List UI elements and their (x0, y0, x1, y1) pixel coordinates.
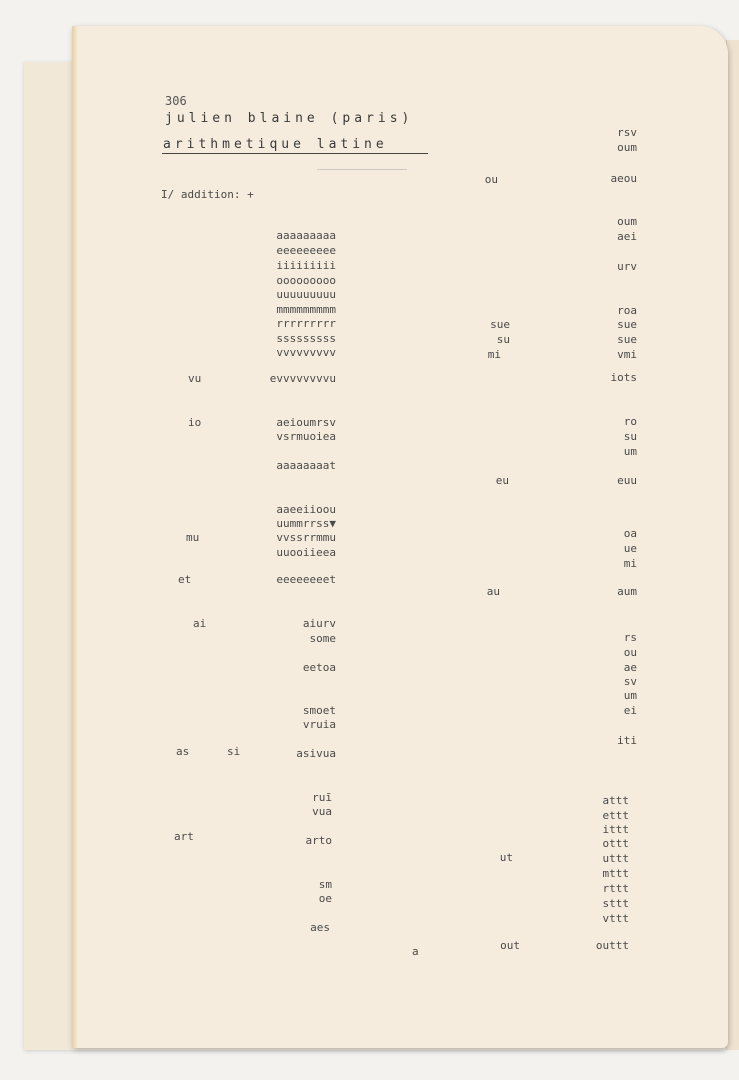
inner-fragment: ut (499, 851, 513, 864)
inner-fragment: au (486, 585, 500, 598)
right-fragment: sue (617, 333, 637, 346)
right-fragment: outtt (595, 939, 629, 952)
right-fragment: sttt (602, 897, 629, 910)
right-fragment: aeou (610, 172, 637, 185)
right-fragment: ettt (602, 809, 629, 822)
right-fragment: attt (602, 794, 629, 807)
right-fragment: rsv (617, 126, 637, 139)
letter-row: uuuuuuuuu (276, 288, 336, 301)
right-fragment: ue (623, 542, 637, 555)
letter-row: vsrmuoiea (276, 430, 336, 443)
right-fragment: ou (623, 646, 637, 659)
letter-row: eetoa (302, 661, 336, 674)
left-label: art (174, 830, 194, 843)
letter-row: vvssrrmmu (276, 531, 336, 544)
letter-row: ooooooooo (276, 274, 336, 287)
right-fragment: sue (617, 318, 637, 331)
right-fragment: um (623, 689, 637, 702)
right-fragment: ei (623, 704, 637, 717)
right-fragment: rs (623, 631, 637, 644)
right-fragment: su (623, 430, 637, 443)
letter-row: aeioumrsv (276, 416, 336, 429)
letter-row: vua (312, 805, 332, 818)
left-label: as (176, 745, 190, 758)
inner-fragment: sue (490, 318, 510, 331)
letter-row: ruī (312, 791, 332, 804)
letter-row: evvvvvvvvu (269, 372, 336, 385)
right-fragment: oum (617, 141, 637, 154)
right-fragment: ittt (602, 823, 629, 836)
right-fragment: ae (623, 661, 637, 674)
letter-row: uummrrss▼ (276, 517, 336, 530)
right-fragment: aei (617, 230, 637, 243)
right-fragment: urv (617, 260, 637, 273)
letter-row: oe (318, 892, 332, 905)
right-fragment: ottt (602, 837, 629, 850)
left-label: vu (188, 372, 202, 385)
letter-row: uuooiieea (276, 546, 336, 559)
document-page (72, 26, 728, 1048)
letter-row: iiiiiiiii (276, 259, 336, 272)
right-fragment: vmi (617, 348, 637, 361)
inner-fragment: mi (487, 348, 501, 361)
right-fragment: iots (610, 371, 637, 384)
left-label: et (178, 573, 192, 586)
left-label: ai (193, 617, 207, 630)
letter-row: vvvvvvvvv (276, 346, 336, 359)
right-fragment: vttt (602, 912, 629, 925)
letter-row: mmmmmmmmm (276, 303, 336, 316)
inner-fragment: out (500, 939, 520, 952)
letter-row: sm (318, 878, 332, 891)
letter-row: aes (310, 921, 330, 934)
right-fragment: aum (617, 585, 637, 598)
right-fragment: uttt (602, 852, 629, 865)
ink-smudge (317, 169, 407, 170)
letter-row: aaaaaaaaa (276, 229, 336, 242)
title-underline (162, 153, 428, 154)
letter-row: eeeeeeeet (276, 573, 336, 586)
right-fragment: ro (623, 415, 637, 428)
left-label: si (227, 745, 241, 758)
right-fragment: rttt (602, 882, 629, 895)
letter-row: some (309, 632, 336, 645)
right-fragment: um (623, 445, 637, 458)
letter-row: a (412, 945, 419, 958)
page-number: 306 (165, 94, 187, 108)
inner-fragment: ou (484, 173, 498, 186)
letter-row: eeeeeeeee (276, 244, 336, 257)
letter-row: vruia (302, 718, 336, 731)
letter-row: sssssssss (276, 332, 336, 345)
letter-row: aiurv (302, 617, 336, 630)
right-fragment: oum (617, 215, 637, 228)
right-fragment: iti (617, 734, 637, 747)
inner-fragment: eu (495, 474, 509, 487)
right-fragment: oa (623, 527, 637, 540)
section-heading: I/ addition: + (161, 188, 254, 201)
right-fragment: sv (623, 675, 637, 688)
inner-fragment: su (496, 333, 510, 346)
author-heading: julien blaine (paris) (165, 111, 414, 126)
letter-row: smoet (302, 704, 336, 717)
left-label: io (188, 416, 202, 429)
left-label: mu (186, 531, 200, 544)
letter-row: rrrrrrrrr (276, 317, 336, 330)
page-title: arithmetique latine (163, 137, 388, 152)
right-fragment: mi (623, 557, 637, 570)
letter-row: aaaaaaaat (276, 459, 336, 472)
right-fragment: roa (617, 304, 637, 317)
right-fragment: euu (617, 474, 637, 487)
letter-row: arto (305, 834, 332, 847)
letter-row: aaeeiioou (276, 503, 336, 516)
letter-row: asivua (296, 747, 336, 760)
right-fragment: mttt (602, 867, 629, 880)
